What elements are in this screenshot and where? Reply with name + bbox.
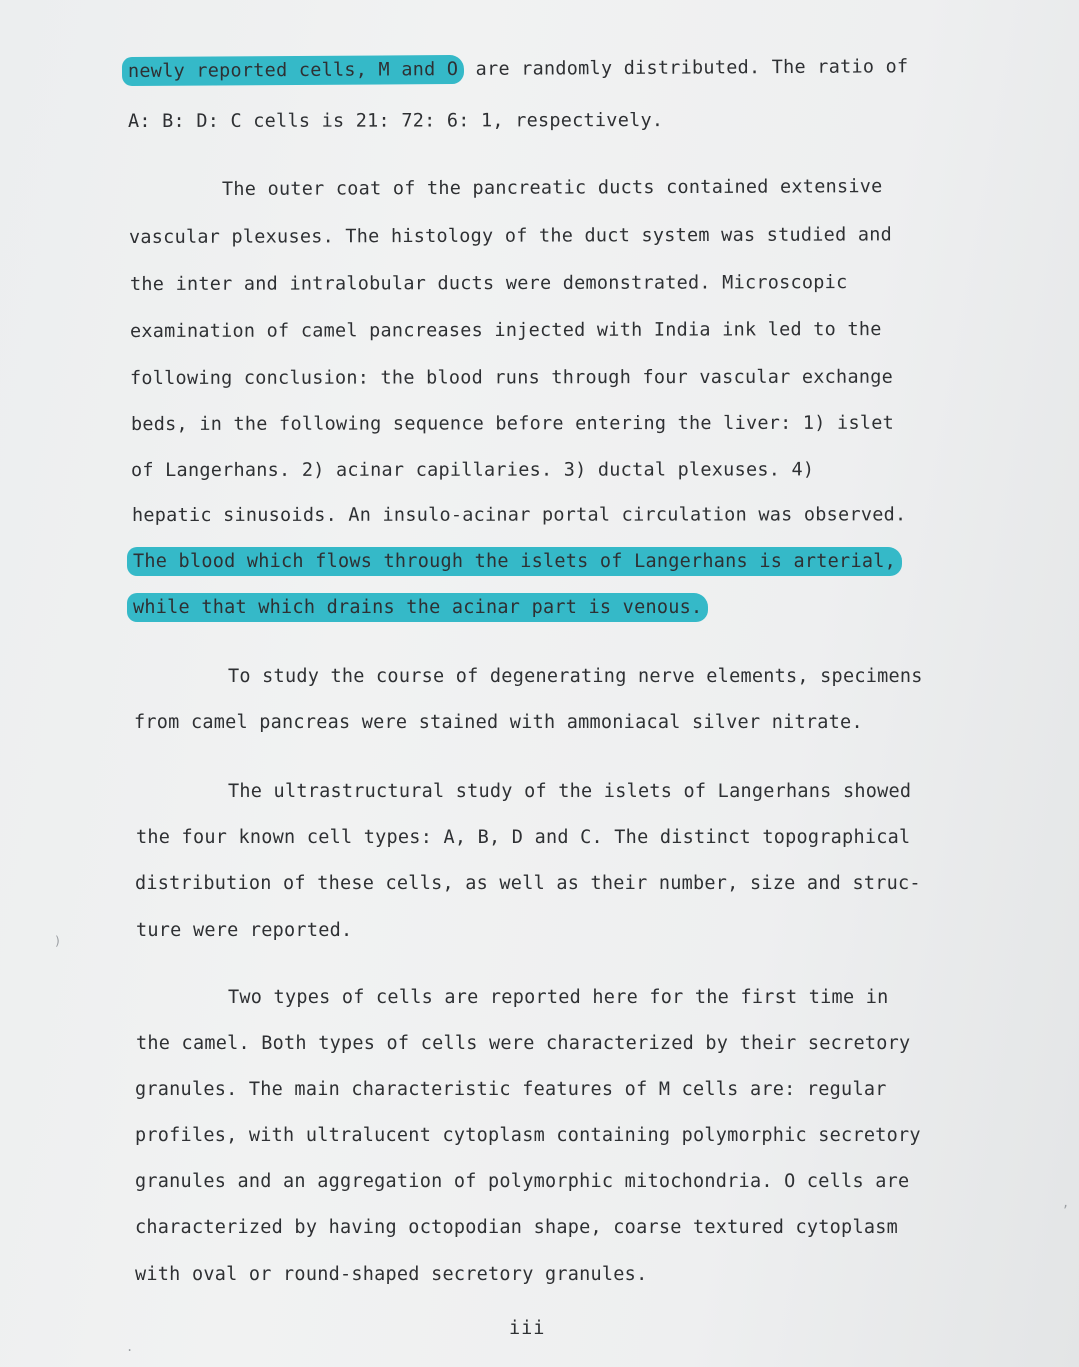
text-line <box>130 318 882 344</box>
highlighted-text: while that which drains the acinar part is venous. <box>127 593 708 622</box>
line-text: the four known cell types: A, B, D and C. The distinct topographical <box>136 827 911 848</box>
text-line <box>131 458 814 483</box>
line-text: profiles, with ultralucent cytoplasm containing polymorphic secretory <box>135 1125 921 1146</box>
line-text: of Langerhans. 2) acinar capillaries. 3) ductal plexuses. 4) <box>130 459 815 481</box>
line-text: The outer coat of the pancreatic ducts contained extensive <box>221 176 883 200</box>
text-line <box>136 826 910 850</box>
text-line <box>128 55 909 84</box>
text-line <box>135 1216 898 1240</box>
text-line <box>133 550 902 574</box>
text-line <box>136 919 352 943</box>
line-text: with oval or round-shaped secretory granules. <box>135 1264 648 1285</box>
text-line <box>128 109 663 134</box>
text-line <box>134 711 863 735</box>
text-line <box>131 412 894 437</box>
line-text: The ultrastructural study of the islets of Langerhans showed <box>228 781 912 802</box>
text-line <box>130 366 893 391</box>
highlighted-text: The blood which flows through the islets of Langerhans is arterial, <box>127 547 902 576</box>
line-text: A: B: D: C cells is 21: 72: 6: 1, respectively. <box>127 110 664 132</box>
line-text: ture were reported. <box>136 920 353 941</box>
line-text: examination of camel pancreases injected with India ink led to the <box>129 319 882 342</box>
line-text: granules. The main characteristic features of M cells are: regular <box>135 1079 887 1100</box>
line-text: following conclusion: the blood runs through four vascular exchange <box>129 366 894 389</box>
highlighted-text: newly reported cells, M and O <box>122 55 464 86</box>
text-line <box>228 780 911 804</box>
text-line <box>135 1263 647 1287</box>
line-text: characterized by having octopodian shape, coarse textured cytoplasm <box>135 1217 898 1238</box>
line-text: vascular plexuses. The histology of the duct system was studied and <box>128 224 893 248</box>
text-line <box>228 986 889 1010</box>
text-line <box>135 872 921 896</box>
stray-mark: , <box>1062 1196 1070 1210</box>
stray-mark: . <box>126 1340 134 1354</box>
line-text: To study the course of degenerating nerve elements, specimens <box>228 666 923 687</box>
line-text: the camel. Both types of cells were characterized by their secretory <box>136 1033 911 1054</box>
text-line <box>133 596 708 620</box>
page-number: iii <box>509 1318 546 1339</box>
line-text: beds, in the following sequence before entering the liver: 1) islet <box>130 412 895 435</box>
text-line <box>130 271 848 297</box>
text-line <box>129 223 892 250</box>
text-line <box>135 1078 887 1102</box>
stray-mark: ) <box>54 934 62 948</box>
line-text: are randomly distributed. The ratio of <box>464 56 909 80</box>
text-line <box>135 1170 909 1194</box>
line-text: from camel pancreas were stained with ammoniacal silver nitrate. <box>134 712 863 733</box>
text-line <box>228 665 923 689</box>
line-text: Two types of cells are reported here for the first time in <box>228 987 889 1008</box>
text-line <box>136 1032 910 1056</box>
line-text: hepatic sinusoids. An insulo-acinar portal circulation was observed. <box>131 504 907 526</box>
line-text: distribution of these cells, as well as their number, size and struc- <box>135 873 921 894</box>
text-line <box>222 175 883 202</box>
text-line <box>135 1124 921 1148</box>
line-text: granules and an aggregation of polymorphic mitochondria. O cells are <box>135 1171 910 1192</box>
line-text: the inter and intralobular ducts were demonstrated. Microscopic <box>129 272 848 295</box>
text-line <box>132 503 906 528</box>
